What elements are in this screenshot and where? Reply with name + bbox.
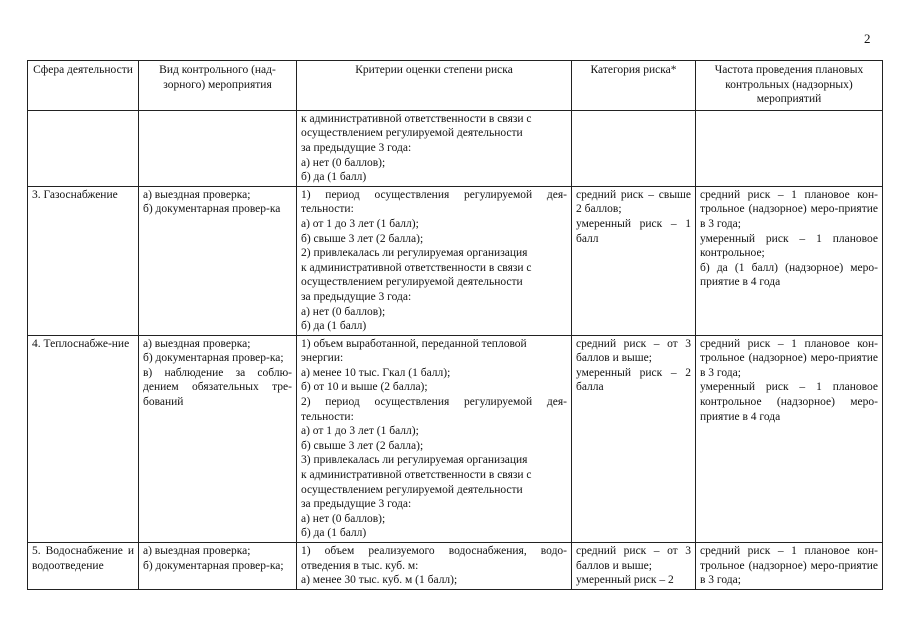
cell-control-types-line: б) документарная провер-ка; <box>143 559 284 572</box>
cell-risk-criteria-line: 3) привлекалась ли регулируемая организация <box>301 454 528 467</box>
cell-frequency-line: средний риск – 1 плановое кон-трольное (надзорное) меро-приятие в 3 года; <box>700 337 878 379</box>
cell-risk-criteria-line: осуществлением регулируемой деятельности <box>301 276 523 289</box>
cell-risk-criteria-line: а) нет (0 баллов); <box>301 156 386 169</box>
cell-risk-criteria-line: за предыдущие 3 года: <box>301 290 412 303</box>
cell-control-types-line: а) выездная проверка; <box>143 188 251 201</box>
cell-risk-criteria-line: 2) период осуществления регулируемой дея-тельности: <box>301 396 567 423</box>
table-row <box>28 335 883 542</box>
table-row <box>28 543 883 590</box>
cell-sphere: 5. Водоснабжение и водоотведение <box>28 543 139 590</box>
cell-risk-criteria-line: а) от 1 до 3 лет (1 балл); <box>301 217 419 230</box>
cell-frequency-line: умеренный риск – 1 плановое контрольное (надзорное) меро-приятие в 4 года <box>700 381 878 423</box>
cell-frequency <box>696 335 883 542</box>
risk-criteria-table <box>27 60 883 590</box>
cell-risk-criteria <box>297 543 572 590</box>
cell-risk-category <box>572 335 696 542</box>
cell-control-types-line: б) документарная провер-ка <box>143 203 281 216</box>
table-row <box>28 186 883 335</box>
cell-risk-category-line: умеренный риск – 1 балл <box>576 217 691 245</box>
header-risk-category: Категория риска* <box>572 61 696 111</box>
cell-risk-criteria-line: а) от 1 до 3 лет (1 балл); <box>301 425 419 438</box>
cell-risk-criteria-line: а) нет (0 баллов); <box>301 512 386 525</box>
cell-control-types-line: б) документарная провер-ка; <box>143 352 284 365</box>
cell-risk-category-line: умеренный риск – 2 балла <box>576 366 691 394</box>
cell-risk-criteria-line: энергии: <box>301 352 344 365</box>
cell-control-types-line: в) наблюдение за соблю-дением обязательных тре-бований <box>143 366 292 409</box>
cell-frequency-line: умеренный риск – 1 плановое контрольное; <box>700 232 878 260</box>
cell-risk-criteria-line: за предыдущие 3 года: <box>301 141 412 154</box>
cell-risk-criteria-line: за предыдущие 3 года: <box>301 498 412 511</box>
cell-risk-criteria-line: 1) объем реализуемого водоснабжения, водо-отведения в тыс. куб. м: <box>301 545 567 572</box>
cell-sphere <box>28 110 139 186</box>
cell-risk-criteria-line: а) менее 30 тыс. куб. м (1 балл); <box>301 574 458 587</box>
cell-risk-category <box>572 543 696 590</box>
cell-risk-category-line: средний риск – свыше 2 баллов; <box>576 188 691 216</box>
cell-frequency <box>696 110 883 186</box>
cell-risk-criteria <box>297 186 572 335</box>
cell-risk-criteria <box>297 335 572 542</box>
cell-control-types <box>139 186 297 335</box>
cell-risk-criteria-line: осуществлением регулируемой деятельности <box>301 127 523 140</box>
cell-control-types <box>139 543 297 590</box>
cell-control-types <box>139 110 297 186</box>
cell-risk-criteria-line: осуществлением регулируемой деятельности <box>301 483 523 496</box>
cell-risk-category-line: средний риск – от 3 баллов и выше; <box>576 337 691 365</box>
cell-risk-criteria-line: б) да (1 балл) <box>301 527 367 540</box>
cell-risk-criteria-line: б) свыше 3 лет (2 балла); <box>301 439 424 452</box>
cell-control-types-line: а) выездная проверка; <box>143 545 251 557</box>
cell-risk-criteria-line: б) да (1 балл) <box>301 320 367 333</box>
cell-risk-criteria-line: к административной ответственности в связи с <box>301 112 532 125</box>
cell-risk-criteria <box>297 110 572 186</box>
cell-risk-criteria-line: б) свыше 3 лет (2 балла); <box>301 232 424 245</box>
cell-risk-criteria-line: к административной ответственности в связи с <box>301 261 532 274</box>
cell-risk-criteria-line: к административной ответственности в связи с <box>301 469 532 482</box>
cell-risk-criteria-line: а) менее 10 тыс. Гкал (1 балл); <box>301 366 451 379</box>
cell-control-types <box>139 335 297 542</box>
header-control-type: Вид контрольного (над-зорного) мероприятия <box>139 61 297 111</box>
table-row <box>28 110 883 186</box>
cell-frequency <box>696 186 883 335</box>
cell-risk-category <box>572 110 696 186</box>
cell-sphere: 3. Газоснабжение <box>28 186 139 335</box>
cell-risk-category-line: умеренный риск – 2 <box>576 574 674 587</box>
cell-risk-category-line: средний риск – от 3 баллов и выше; <box>576 545 691 572</box>
page-number: 2 <box>864 31 871 46</box>
cell-frequency-line: средний риск – 1 плановое кон-трольное (надзорное) меро-приятие в 3 года; <box>700 545 878 587</box>
cell-control-types-line: а) выездная проверка; <box>143 337 251 350</box>
header-frequency: Частота проведения плановых контрольных (надзорных) мероприятий <box>696 61 883 111</box>
cell-risk-criteria-line: а) нет (0 баллов); <box>301 305 386 318</box>
cell-risk-category <box>572 186 696 335</box>
cell-frequency-line: б) да (1 балл) (надзорное) меро-приятие в 4 года <box>700 261 878 289</box>
cell-risk-criteria-line: б) от 10 и выше (2 балла); <box>301 381 428 394</box>
header-risk-criteria: Критерии оценки степени риска <box>297 61 572 111</box>
header-sphere: Сфера деятельности <box>28 61 139 111</box>
cell-risk-criteria-line: 2) привлекалась ли регулируемая организация <box>301 247 528 260</box>
cell-risk-criteria-line: 1) объем выработанной, переданной тепловой <box>301 337 527 350</box>
cell-risk-criteria-line: 1) период осуществления регулируемой дея-тельности: <box>301 188 567 216</box>
cell-frequency <box>696 543 883 590</box>
table-header-row <box>28 61 883 111</box>
cell-sphere: 4. Теплоснабже-ние <box>28 335 139 542</box>
cell-frequency-line: средний риск – 1 плановое кон-трольное (надзорное) меро-приятие в 3 года; <box>700 188 878 230</box>
cell-risk-criteria-line: б) да (1 балл) <box>301 171 367 184</box>
